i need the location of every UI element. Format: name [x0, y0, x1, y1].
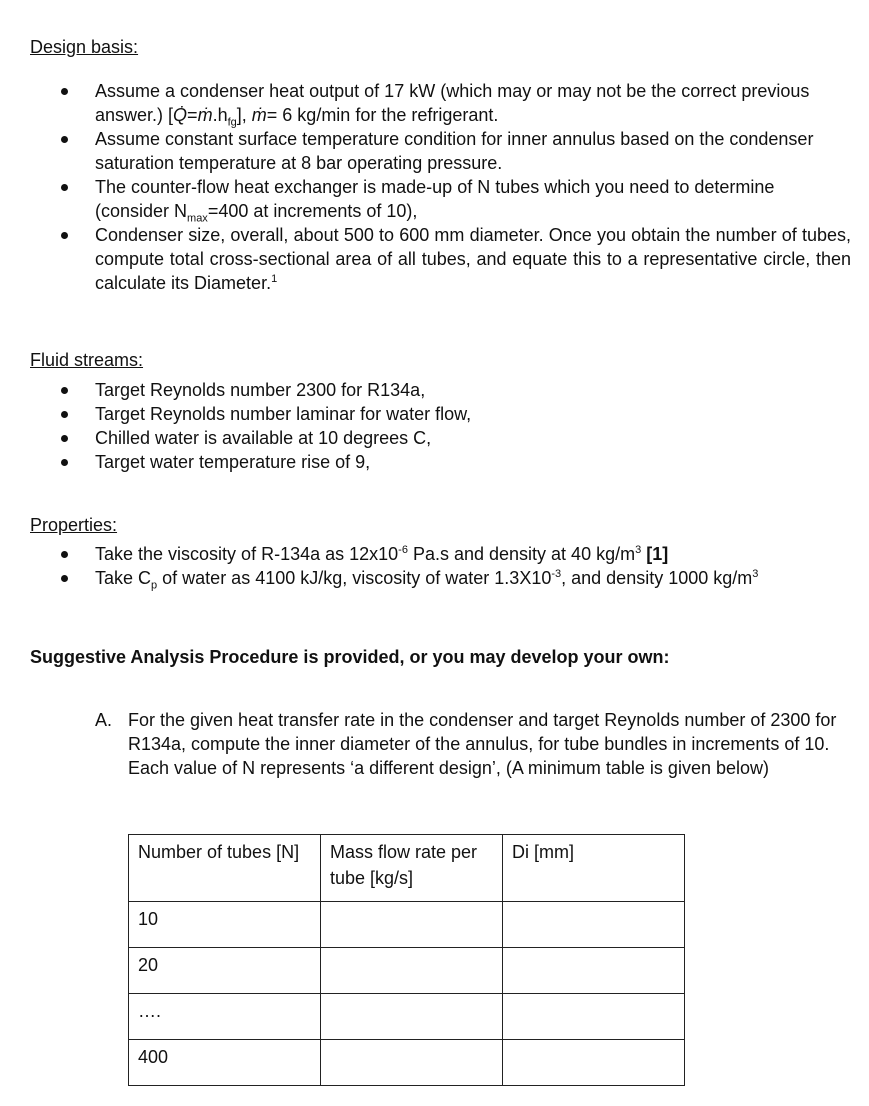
table-row: [129, 902, 685, 948]
list-item: Target Reynolds number 2300 for R134a,: [55, 378, 851, 402]
procedure-step-a: [95, 708, 840, 780]
design-basis-list: [55, 79, 851, 295]
list-item: Take the viscosity of R-134a as $12x10^{-6}$ Pa.s and density at 40 $kg/m^3$ [1]: [55, 542, 851, 566]
list-item: Assume constant surface temperature condition for inner annulus based on the condenser saturation temperature at 8 bar operating pressure.: [55, 127, 851, 175]
table-cell: ….: [129, 994, 321, 1040]
table-row: [129, 994, 685, 1040]
table-cell: [321, 994, 503, 1040]
table-header-row: [129, 835, 685, 902]
list-item: Take $C_p$ of water as 4100 kJ/kg, viscosity of water $1.3X10^{-3}$, and density 1000 $kg/m^3$: [55, 566, 851, 590]
properties-heading: Properties:: [30, 515, 118, 535]
fluid-streams-heading: Fluid streams:: [30, 350, 144, 370]
step-letter: A.: [95, 710, 113, 730]
table-cell: [503, 948, 685, 994]
table-cell: [321, 902, 503, 948]
table-cell: [503, 1040, 685, 1086]
table-cell: 10: [129, 902, 321, 948]
step-text: For the given heat transfer rate in the condenser and target Reynolds number of 2300 for R134a, compute the inner diameter of the annulus, for tube bundles in increments of 10. Each value of N represents ‘a different design’, (A minimum table is given below): [128, 710, 837, 778]
table-cell: [503, 902, 685, 948]
table-cell: [503, 994, 685, 1040]
table-row: [129, 1040, 685, 1086]
column-header-di: Di [mm]: [503, 835, 685, 902]
design-basis-heading: Design basis:: [30, 37, 139, 57]
list-item: Condenser size, overall, about 500 to 600 mm diameter. Once you obtain the number of tubes, compute total cross-sectional area of all tubes, and equate this to a representative circle, then calculate its Diameter.$^1$: [55, 223, 851, 295]
properties-list: [55, 542, 851, 590]
list-item: Assume a condenser heat output of 17 kW (which may or may not be the correct previous answer.) $[Q̇=ṁ.h_{fg}]$, ṁ= 6 kg/min for the refrigerant.: [55, 79, 851, 127]
table-cell: [321, 948, 503, 994]
table-cell: [321, 1040, 503, 1086]
column-header-mass-flow: Mass flow rate per tube [kg/s]: [321, 835, 503, 902]
list-item: The counter-flow heat exchanger is made-up of N tubes which you need to determine (consider $N_{max}=400$ at increments of 10),: [55, 175, 851, 223]
table-row: [129, 948, 685, 994]
results-table: [128, 834, 685, 1086]
table-cell: 20: [129, 948, 321, 994]
list-item: Chilled water is available at 10 degrees C,: [55, 426, 851, 450]
table-cell: 400: [129, 1040, 321, 1086]
procedure-heading: Suggestive Analysis Procedure is provided, or you may develop your own:: [30, 647, 670, 667]
fluid-streams-list: [55, 378, 851, 474]
list-item: Target water temperature rise of 9,: [55, 450, 851, 474]
list-item: Target Reynolds number laminar for water flow,: [55, 402, 851, 426]
column-header-n: Number of tubes [N]: [129, 835, 321, 902]
